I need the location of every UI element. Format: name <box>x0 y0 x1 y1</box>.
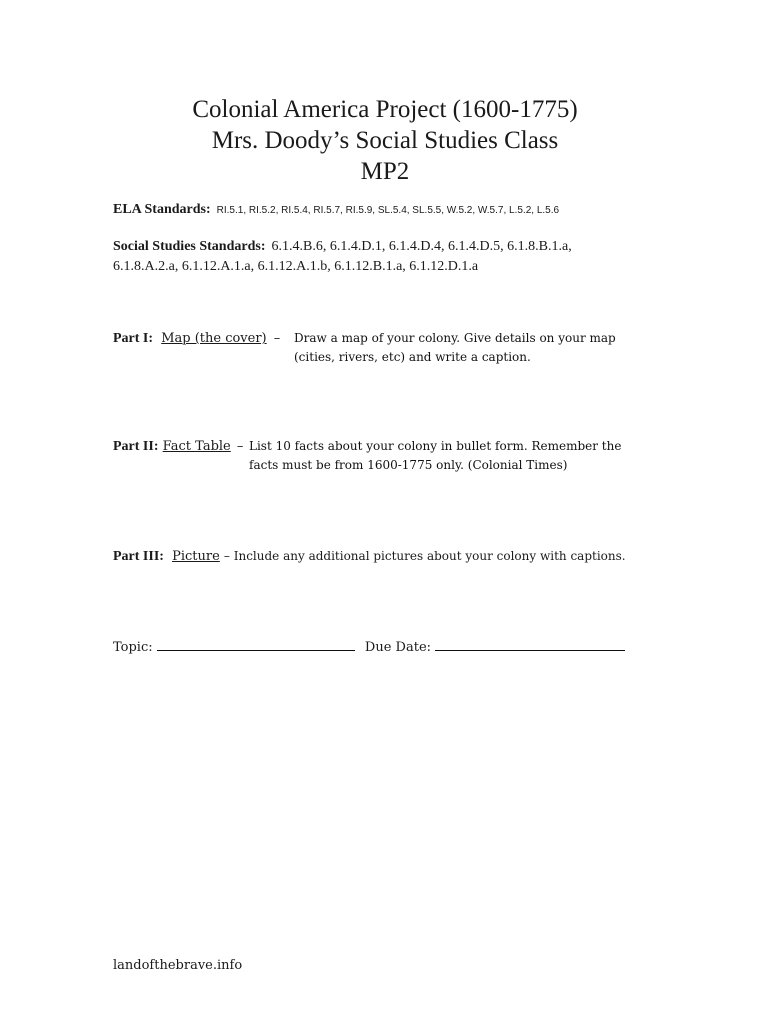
part-2-label: Part II: <box>113 439 159 454</box>
ela-standards-label: ELA Standards: <box>113 202 211 217</box>
part-2-description <box>249 437 621 475</box>
part-1-heading <box>113 329 280 348</box>
part-1-name: Map (the cover) <box>161 331 267 346</box>
part-3-name: Picture <box>172 549 220 564</box>
social-studies-codes-line-1: 6.1.4.B.6, 6.1.4.D.1, 6.1.4.D.4, 6.1.4.D.5, 6.1.8.B.1.a, <box>271 239 572 254</box>
part-1-description <box>294 329 616 367</box>
social-studies-codes-line-2: 6.1.8.A.2.a, 6.1.12.A.1.a, 6.1.12.A.1.b, 6.1.12.B.1.a, 6.1.12.D.1.a <box>113 259 479 274</box>
part-1-desc-line-1: Draw a map of your colony. Give details on your map <box>294 331 616 345</box>
social-studies-standards <box>113 237 572 277</box>
part-2-desc-line-1: List 10 facts about your colony in bullet form. Remember the <box>249 439 622 453</box>
topic-blank-line[interactable] <box>157 638 355 651</box>
ela-standards-codes: RI.5.1, RI.5.2, RI.5.4, RI.5.7, RI.5.9, SL.5.4, SL.5.5, W.5.2, W.5.7, L.5.2, L.5.6 <box>216 205 560 216</box>
part-3-description: – Include any additional pictures about your colony with captions. <box>223 549 626 563</box>
part-2-desc-line-2: facts must be from 1600-1775 only. (Colonial Times) <box>249 458 568 472</box>
document-title <box>0 94 770 187</box>
part-1-label: Part I: <box>113 331 154 346</box>
title-line-2: Mrs. Doody’s Social Studies Class <box>211 127 559 154</box>
title-line-3: MP2 <box>360 158 410 185</box>
part-1-dash: – <box>273 331 281 346</box>
topic-due-row <box>113 638 625 657</box>
part-2-heading <box>113 437 243 456</box>
part-1-desc-line-2: (cities, rivers, etc) and write a caption. <box>294 350 531 364</box>
social-studies-label: Social Studies Standards: <box>113 239 266 254</box>
footer-source: landofthebrave.info <box>113 958 243 973</box>
topic-label: Topic: <box>113 640 153 655</box>
part-3-label: Part III: <box>113 549 164 564</box>
ela-standards <box>113 202 559 218</box>
due-date-label: Due Date: <box>364 640 432 655</box>
part-2-dash: – <box>236 439 244 454</box>
title-line-1: Colonial America Project (1600-1775) <box>192 96 578 123</box>
part-2-name: Fact Table <box>162 439 231 454</box>
due-date-blank-line[interactable] <box>435 638 625 651</box>
part-3-heading <box>113 547 626 566</box>
